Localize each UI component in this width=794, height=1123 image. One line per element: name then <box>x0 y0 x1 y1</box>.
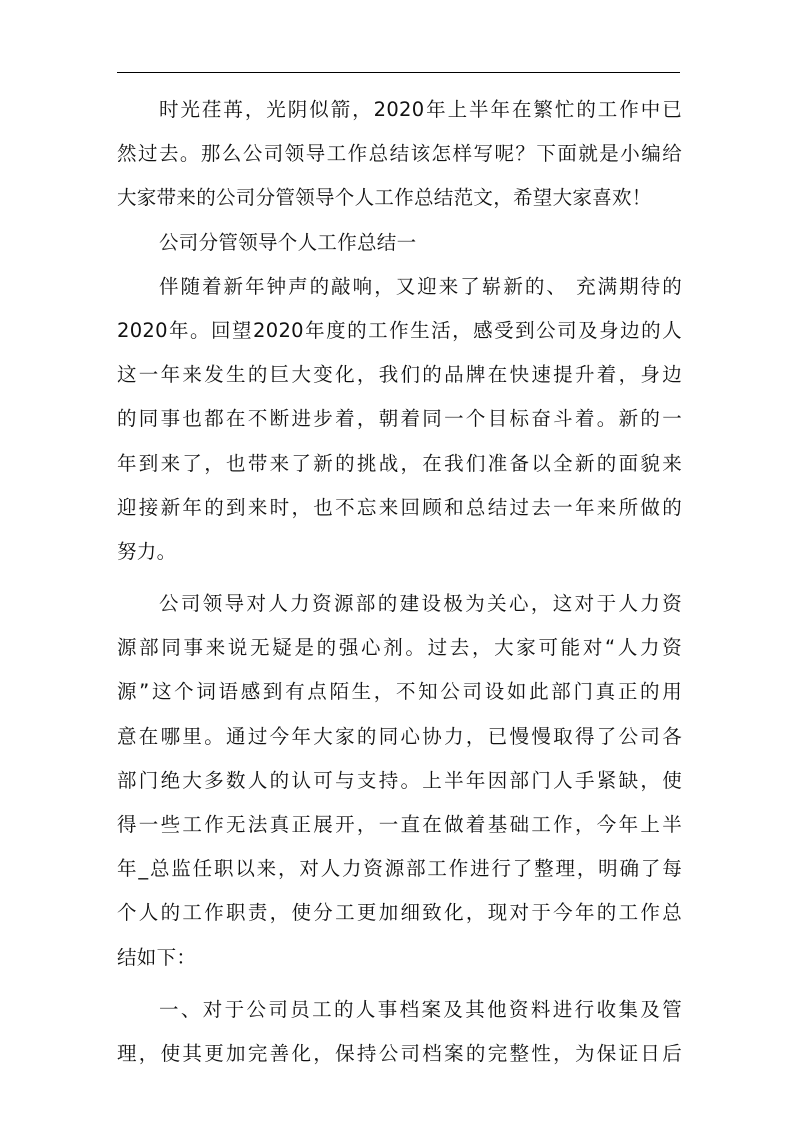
section-heading: 公司分管领导个人工作总结一 <box>159 230 417 254</box>
document-body <box>117 88 682 1076</box>
paragraph-line: 这一年来发生的巨大变化，我们的品牌在快速提升着，身边 <box>117 363 682 387</box>
paragraph-line: 源部同事来说无疑是的强心剂。过去，大家可能对“人力资 <box>117 636 682 660</box>
paragraph-line: 公司领导对人力资源部的建设极为关心，这对于人力资 <box>159 592 682 616</box>
paragraph-line: 伴随着新年钟声的敲响，又迎来了崭新的、 充满期待的 <box>159 274 682 298</box>
paragraph-line: 然过去。那么公司领导工作总结该怎样写呢？下面就是小编给 <box>117 142 682 166</box>
paragraph-line: 源”这个词语感到有点陌生，不知公司设如此部门真正的用 <box>117 680 682 704</box>
paragraph-line: 的同事也都在不断进步着，朝着同一个目标奋斗着。新的一 <box>117 407 682 431</box>
paragraph-line: 部门绝大多数人的认可与支持。上半年因部门人手紧缺，使 <box>117 768 682 792</box>
paragraph-line: 年_总监任职以来，对人力资源部工作进行了整理，明确了每 <box>117 857 682 881</box>
paragraph-line: 结如下： <box>117 945 197 969</box>
paragraph-line: 得一些工作无法真正展开，一直在做着基础工作，今年上半 <box>117 813 682 836</box>
paragraph-line: 一、对于公司员工的人事档案及其他资料进行收集及管 <box>159 997 682 1021</box>
paragraph-line: 2020年。回望2020年度的工作生活，感受到公司及身边的人 <box>117 318 682 342</box>
paragraph-line: 努力。 <box>117 539 177 563</box>
paragraph-line: 年到来了，也带来了新的挑战，在我们准备以全新的面貌来 <box>117 451 682 475</box>
paragraph-line: 理，使其更加完善化，保持公司档案的完整性，为保证日后 <box>117 1041 682 1065</box>
paragraph-line: 迎接新年的到来时，也不忘来回顾和总结过去一年来所做的 <box>117 495 682 519</box>
paragraph-line: 个人的工作职责，使分工更加细致化，现对于今年的工作总 <box>117 901 682 925</box>
paragraph-line: 意在哪里。通过今年大家的同心协力，已慢慢取得了公司各 <box>117 724 682 748</box>
header-rule <box>117 72 680 73</box>
paragraph-line: 大家带来的公司分管领导个人工作总结范文，希望大家喜欢！ <box>117 186 652 210</box>
paragraph-line: 时光荏苒，光阴似箭，2020年上半年在繁忙的工作中已 <box>159 98 682 121</box>
